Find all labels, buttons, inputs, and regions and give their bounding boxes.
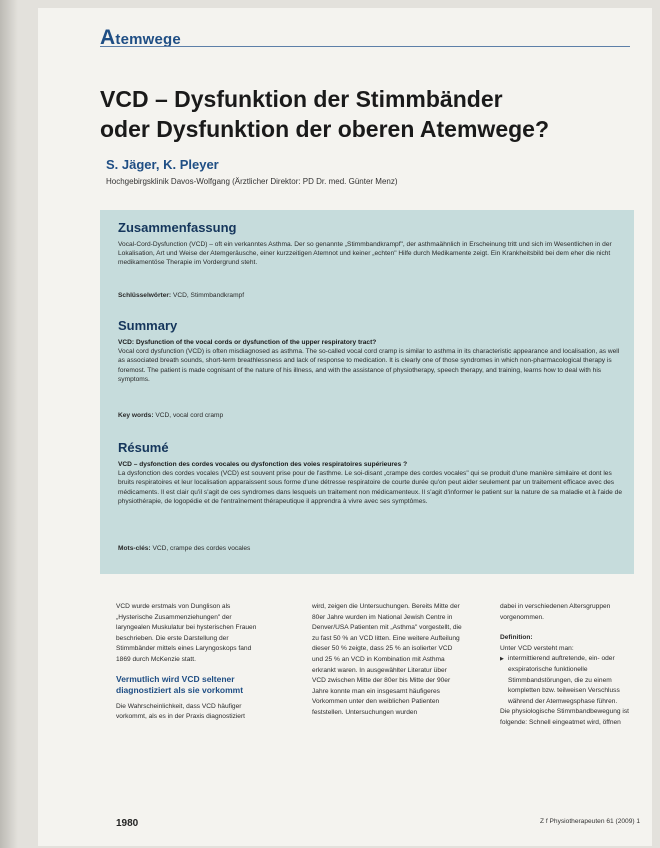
title-line-1: VCD – Dysfunktion der Stimmbänder [100,86,503,112]
running-head-rest: temwege [115,31,181,48]
article-title [100,84,620,144]
column-middle [312,602,462,719]
summary-text: Vocal cord dysfunction (VCD) is often misdiagnosed as asthma. The so-called vocal cord cramp is similar to asthma in its characteristic appearance and localisation, as well as associated breath sounds, short-term breathlessness and lack of response to medication. It is clearly one of those syndromes in which non-pharmacological therapy is foremost. The patient is made cognisant of the nature of his illness, and with the assistance of physiotherapy, speech therapy, and training, learns how to deal with his symptoms. [118,348,620,383]
column-left [116,602,266,723]
left-paragraph-2: Die Wahrscheinlichkeit, dass VCD häufiger vorkommt, als es in der Praxis diagnostiziert [116,702,245,721]
definition-item: ▶ intermittierend auftretende, ein- oder exspiratorische funktionelle Stimmbandstörungen, die zu einem kompletten bzw. teilweisen Verschluss während der Atemwegsphase führen. [500,654,632,707]
definition-intro: Unter VCD versteht man: [500,644,574,652]
right-paragraph-2: Die physiologische Stimmbandbewegung ist folgende: Schnell eingeatmet wird, öffnen [500,708,630,726]
title-line-2: oder Dysfunktion der oberen Atemwege? [100,116,549,142]
keywords-value: VCD, Stimmbandkrampf [171,292,245,299]
resume-body [118,460,626,506]
middle-paragraph: wird, zeigen die Untersuchungen. Bereits Mitte der 80er Jahre wurden im National Jewish Centre in Denver/USA Patienten mit „Asthma" vorgestellt, die zu fast 50 % an VCD litten. Eine weitere Aufteilung dieser 50 % zeigte, dass 25 % an isolierter VCD und 25 % an VCD in Kombination mit Asthma erkrankt waren. In ausgewählter Literatur über VCD zwischen Mitte der 80er bis Mitte der 90er Jahre konnte man ein insgesamt häufigeres Vorkommen unter den weiblichen Patienten feststellen. Untersuchungen wurden [312,603,462,716]
zusammenfassung-heading: Zusammenfassung [118,220,237,235]
resume-heading: Résumé [118,440,169,455]
summary-heading: Summary [118,318,178,333]
page-number: 1980 [116,818,139,829]
resume-subtitle: VCD – dysfonction des cordes vocales ou dysfonction des voies respiratoires supérieures ? [118,461,408,468]
keywords-label: Key words: [118,412,154,419]
definition-label: Definition: [500,634,533,642]
left-paragraph-1: VCD wurde erstmals von Dunglison als „Hysterische Zusammenziehungen" der laryngealen Muskulatur bei hysterischen Frauen beschrieben. Die erste Darstellung der Stimmbänder mittels eines Laryngoskops fand 1869 durch McKenzie statt. [116,603,257,663]
column-right [500,602,632,729]
keywords-label: Mots-clés: [118,545,151,552]
left-subheading: Vermutlich wird VCD seltener diagnostiziert als sie vorkommt [116,673,244,695]
running-head-rule [100,46,630,47]
affiliation: Hochgebirgsklinik Davos-Wolfgang (Ärztlicher Direktor: PD Dr. med. Günter Menz) [106,177,398,186]
authors: S. Jäger, K. Pleyer [106,157,219,172]
definition-list [500,654,632,707]
binding-shadow [0,0,18,848]
zusammenfassung-keywords [118,292,244,299]
summary-keywords [118,412,223,419]
resume-keywords [118,545,250,552]
resume-text: La dysfonction des cordes vocales (VCD) est souvent prise pour de l'asthme. Le soi-disant „crampe des cordes vocales" qui se produit d'une manière similaire et dont les bruits respiratoires et leur localisation apparaissent sous forme d'une détresse respiratoire de courte durée qu'on peut aider seulement par un traitement efficace avec des médicaments. Il est clair qu'il s'agit de ces syndromes dans lesquels un traitement non médicamenteux. Il s'agit d'informer le patient sur la nature de sa maladie et à l'aide de physiothérapie, de logopédie et de l'entraînement thérapeutique il apprendra à vivre avec ses symptômes. [118,470,623,505]
journal-citation: Z f Physiotherapeuten 61 (2009) 1 [540,818,641,825]
keywords-label: Schlüsselwörter: [118,292,172,299]
keywords-value: VCD, vocal cord cramp [153,412,224,419]
right-paragraph-1: dabei in verschiedenen Altersgruppen vorgenommen. [500,603,611,621]
zusammenfassung-body: Vocal-Cord-Dysfunction (VCD) – oft ein verkanntes Asthma. Der so genannte „Stimmbandkrampf", der asthmaähnlich in Erscheinung tritt und sich im Wesentlichen in der Lokalisation, Art und Weise der Atemgeräusche, einer kurzzeitigen Atemnot und keiner „echten" Hilfe durch Medikamente zeigt. Ein Krankheitsbild bei dem eher die nicht medikamentöse Therapie im Vordergrund steht. [118,241,612,267]
keywords-value: VCD, crampe des cordes vocales [150,545,251,552]
running-head-initial: A [100,26,116,49]
summary-subtitle: VCD: Dysfunction of the vocal cords or dysfunction of the upper respiratory tract? [118,339,377,346]
summary-body [118,338,626,384]
